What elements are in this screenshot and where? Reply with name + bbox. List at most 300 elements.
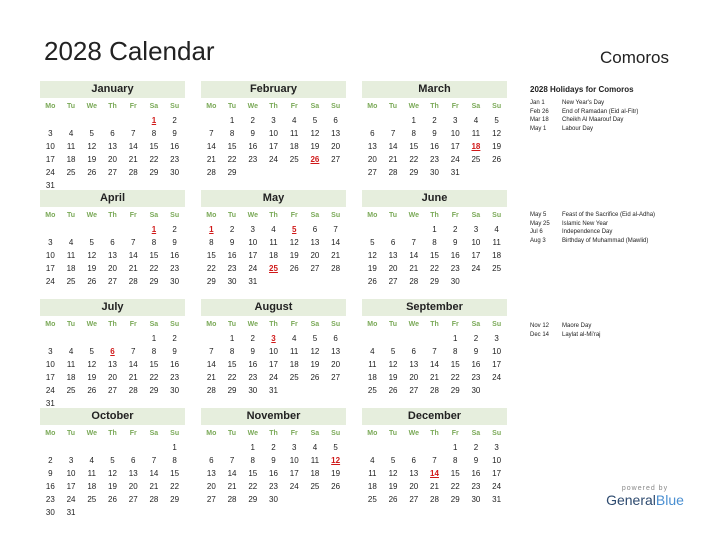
day-cell: 26 xyxy=(492,155,502,164)
day-cell: 21 xyxy=(430,482,439,491)
day-cell: 31 xyxy=(45,399,55,408)
day-cell: 30 xyxy=(248,386,258,395)
day-grid xyxy=(40,114,185,192)
day-cell: 21 xyxy=(206,373,216,382)
day-cell: 26 xyxy=(388,495,398,504)
weekday-header xyxy=(362,209,507,222)
day-cell: 23 xyxy=(450,264,460,273)
day-cell: 16 xyxy=(248,142,258,151)
day-cell: 1 xyxy=(151,334,157,343)
day-cell: 2 xyxy=(172,225,177,234)
day-cell: 31 xyxy=(66,508,76,517)
weekday-label: Sa xyxy=(471,321,481,328)
brand-name xyxy=(589,492,701,508)
weekday-label: Fr xyxy=(129,103,137,110)
day-cell: 28 xyxy=(149,495,159,504)
day-grid xyxy=(201,332,346,397)
day-cell: 15 xyxy=(149,142,159,151)
weekday-label: Fr xyxy=(129,321,137,328)
day-cell: 5 xyxy=(312,116,318,125)
day-cell: 24 xyxy=(269,155,278,164)
day-cell: 11 xyxy=(368,469,377,478)
day-cell: 30 xyxy=(170,168,180,177)
month-october xyxy=(40,408,185,519)
holiday-name: End of Ramadan (Eid al-Fitr) xyxy=(562,108,639,115)
month-may xyxy=(201,190,346,288)
day-cell: 28 xyxy=(430,386,439,395)
month-june xyxy=(362,190,507,288)
day-cell: 31 xyxy=(45,181,55,190)
day-cell: 4 xyxy=(291,334,297,343)
holiday-date: May 5 xyxy=(530,212,547,218)
holiday-row xyxy=(530,220,700,229)
holiday-name: Maore Day xyxy=(562,323,592,329)
empty-cell xyxy=(362,114,383,127)
day-cell: 19 xyxy=(289,251,299,260)
day-cell: 23 xyxy=(45,495,55,504)
day-cell: 28 xyxy=(430,495,439,504)
holiday-day: 3 xyxy=(271,334,276,343)
day-cell: 11 xyxy=(368,360,377,369)
weekday-label: We xyxy=(86,212,97,219)
day-cell: 28 xyxy=(409,277,419,286)
holiday-name: Birthday of Muhammad (Mawlid) xyxy=(562,237,649,244)
day-cell: 30 xyxy=(269,495,278,504)
day-cell: 5 xyxy=(494,116,499,125)
day-cell: 12 xyxy=(108,469,117,478)
day-cell: 11 xyxy=(87,469,96,478)
weekday-label: Fr xyxy=(290,212,298,219)
weekday-label: Th xyxy=(430,430,439,437)
day-cell: 16 xyxy=(170,251,180,260)
day-cell: 14 xyxy=(128,360,138,369)
day-cell: 14 xyxy=(409,251,419,260)
day-cell: 28 xyxy=(128,277,138,286)
weekday-label: Th xyxy=(430,103,439,110)
holiday-day: 12 xyxy=(331,456,341,465)
weekday-label: Fr xyxy=(451,430,459,437)
day-cell: 2 xyxy=(250,116,255,125)
day-cell: 15 xyxy=(409,142,419,151)
day-cell: 29 xyxy=(227,386,237,395)
day-cell: 5 xyxy=(390,347,396,356)
day-cell: 25 xyxy=(367,386,377,395)
day-grid xyxy=(201,114,346,179)
empty-cell xyxy=(102,441,123,454)
holiday-date: May 25 xyxy=(530,220,550,227)
day-cell: 7 xyxy=(432,456,437,465)
day-cell: 6 xyxy=(411,456,416,465)
holiday-name: Feast of the Sacrifice (Eid al-Adha) xyxy=(562,212,656,218)
empty-cell xyxy=(81,332,102,345)
day-cell: 25 xyxy=(492,264,502,273)
month-april xyxy=(40,190,185,288)
month-january xyxy=(40,81,185,192)
day-cell: 20 xyxy=(409,373,419,382)
day-cell: 9 xyxy=(172,238,177,247)
day-cell: 15 xyxy=(227,142,237,151)
day-cell: 24 xyxy=(66,495,76,504)
day-cell: 28 xyxy=(206,168,216,177)
day-cell: 21 xyxy=(128,264,138,273)
day-cell: 18 xyxy=(289,142,299,151)
day-cell: 23 xyxy=(170,264,180,273)
weekday-label: Su xyxy=(331,430,341,437)
weekday-label: Mo xyxy=(367,103,378,110)
day-cell: 10 xyxy=(45,142,55,151)
day-cell: 24 xyxy=(45,168,55,177)
day-cell: 21 xyxy=(388,155,398,164)
empty-cell xyxy=(362,332,383,345)
month-title: October xyxy=(40,408,185,425)
day-cell: 1 xyxy=(452,334,458,343)
day-cell: 11 xyxy=(66,360,76,369)
weekday-label: Mo xyxy=(45,321,56,328)
day-cell: 26 xyxy=(310,373,320,382)
day-cell: 9 xyxy=(473,347,479,356)
day-cell: 4 xyxy=(68,129,74,138)
day-cell: 5 xyxy=(333,443,338,452)
holiday-date: Aug 3 xyxy=(530,237,546,244)
holiday-row xyxy=(530,108,700,117)
day-cell: 4 xyxy=(271,225,276,234)
day-cell: 8 xyxy=(250,456,255,465)
weekday-label: Tu xyxy=(228,430,237,437)
day-cell: 19 xyxy=(310,142,320,151)
empty-cell xyxy=(424,332,445,345)
weekday-label: Mo xyxy=(367,212,378,219)
day-cell: 17 xyxy=(45,264,55,273)
month-august xyxy=(201,299,346,397)
day-cell: 8 xyxy=(172,456,177,465)
month-title: August xyxy=(201,299,346,316)
empty-cell xyxy=(61,223,82,236)
month-title: February xyxy=(201,81,346,98)
weekday-label: Tu xyxy=(67,430,76,437)
weekday-label: Th xyxy=(269,321,278,328)
empty-cell xyxy=(81,441,102,454)
empty-cell xyxy=(144,441,165,454)
day-cell: 28 xyxy=(206,386,216,395)
month-title: January xyxy=(40,81,185,98)
day-cell: 8 xyxy=(151,129,157,138)
day-cell: 26 xyxy=(388,386,398,395)
day-cell: 6 xyxy=(110,129,115,138)
day-cell: 25 xyxy=(289,155,299,164)
holiday-row xyxy=(530,211,700,220)
day-cell: 19 xyxy=(87,373,97,382)
day-cell: 7 xyxy=(209,129,214,138)
day-cell: 15 xyxy=(450,469,460,478)
holiday-name: New Year's Day xyxy=(562,100,605,106)
day-cell: 24 xyxy=(45,277,55,286)
day-cell: 23 xyxy=(170,373,180,382)
day-cell: 21 xyxy=(128,155,138,164)
weekday-label: Fr xyxy=(129,212,137,219)
day-cell: 20 xyxy=(108,264,117,273)
day-cell: 20 xyxy=(108,373,117,382)
day-cell: 26 xyxy=(87,386,97,395)
holiday-row xyxy=(530,116,700,125)
day-cell: 25 xyxy=(367,495,377,504)
day-cell: 12 xyxy=(289,238,299,247)
day-cell: 18 xyxy=(289,360,299,369)
weekday-label: Sa xyxy=(310,212,320,219)
day-cell: 23 xyxy=(227,264,237,273)
day-cell: 6 xyxy=(333,116,338,125)
day-cell: 8 xyxy=(229,347,235,356)
weekday-header xyxy=(40,427,185,440)
day-cell: 3 xyxy=(68,456,74,465)
weekday-header xyxy=(40,209,185,222)
day-grid xyxy=(362,223,507,288)
day-cell: 22 xyxy=(170,482,180,491)
day-cell: 10 xyxy=(269,129,278,138)
empty-cell xyxy=(403,332,424,345)
day-cell: 14 xyxy=(128,142,138,151)
weekday-header xyxy=(201,318,346,331)
day-cell: 17 xyxy=(248,251,258,260)
day-cell: 25 xyxy=(310,482,320,491)
day-cell: 17 xyxy=(66,482,76,491)
day-cell: 13 xyxy=(409,469,419,478)
month-july xyxy=(40,299,185,410)
day-cell: 13 xyxy=(128,469,138,478)
day-cell: 10 xyxy=(269,347,278,356)
month-title: July xyxy=(40,299,185,316)
weekday-label: Mo xyxy=(206,321,217,328)
day-cell: 14 xyxy=(331,238,341,247)
weekday-header xyxy=(201,427,346,440)
day-grid xyxy=(362,441,507,506)
day-cell: 2 xyxy=(250,334,255,343)
day-cell: 27 xyxy=(108,277,117,286)
weekday-label: We xyxy=(86,321,97,328)
day-cell: 4 xyxy=(494,225,499,234)
day-cell: 11 xyxy=(269,238,278,247)
month-title: May xyxy=(201,190,346,207)
day-cell: 27 xyxy=(108,168,117,177)
brand-name-part2: Blue xyxy=(655,492,684,508)
empty-cell xyxy=(201,441,222,454)
day-cell: 12 xyxy=(388,469,398,478)
day-cell: 7 xyxy=(390,129,396,138)
day-cell: 25 xyxy=(66,277,76,286)
day-cell: 1 xyxy=(229,334,235,343)
day-cell: 10 xyxy=(471,238,481,247)
weekday-label: Sa xyxy=(310,321,320,328)
empty-cell xyxy=(383,114,404,127)
day-cell: 14 xyxy=(149,469,159,478)
day-cell: 10 xyxy=(492,456,502,465)
day-cell: 16 xyxy=(471,360,481,369)
day-cell: 10 xyxy=(66,469,76,478)
holiday-date: Dec 14 xyxy=(530,331,550,338)
day-cell: 22 xyxy=(450,373,460,382)
day-cell: 27 xyxy=(310,264,320,273)
day-cell: 11 xyxy=(66,142,76,151)
day-cell: 13 xyxy=(367,142,377,151)
day-cell: 19 xyxy=(331,469,341,478)
weekday-label: Mo xyxy=(367,430,378,437)
day-cell: 25 xyxy=(66,168,76,177)
day-grid xyxy=(362,114,507,179)
day-cell: 29 xyxy=(206,277,216,286)
brand-logo xyxy=(589,485,701,508)
day-cell: 14 xyxy=(388,142,398,151)
weekday-label: Su xyxy=(492,321,502,328)
empty-cell xyxy=(102,332,123,345)
day-cell: 6 xyxy=(110,238,115,247)
day-cell: 12 xyxy=(367,251,377,260)
day-cell: 23 xyxy=(430,155,439,164)
day-cell: 20 xyxy=(206,482,216,491)
day-cell: 27 xyxy=(331,373,341,382)
day-cell: 27 xyxy=(128,495,138,504)
day-cell: 11 xyxy=(310,456,320,465)
weekday-label: We xyxy=(247,430,258,437)
day-cell: 27 xyxy=(331,155,341,164)
day-cell: 1 xyxy=(172,443,177,452)
holiday-day: 6 xyxy=(110,347,115,356)
day-cell: 4 xyxy=(312,443,318,452)
weekday-label: We xyxy=(86,103,97,110)
holiday-group xyxy=(530,99,700,133)
day-cell: 9 xyxy=(250,347,255,356)
day-cell: 17 xyxy=(471,251,481,260)
country-name: Comoros xyxy=(600,48,669,67)
day-cell: 15 xyxy=(248,469,258,478)
weekday-label: Tu xyxy=(228,212,237,219)
day-cell: 9 xyxy=(250,129,255,138)
day-cell: 9 xyxy=(229,238,235,247)
weekday-label: Fr xyxy=(451,103,459,110)
day-cell: 11 xyxy=(471,129,481,138)
weekday-label: Th xyxy=(430,212,439,219)
day-cell: 12 xyxy=(492,129,502,138)
day-cell: 21 xyxy=(149,482,159,491)
weekday-label: We xyxy=(408,212,419,219)
weekday-label: Mo xyxy=(206,212,217,219)
day-cell: 6 xyxy=(411,347,416,356)
weekday-label: Tu xyxy=(389,321,398,328)
day-cell: 22 xyxy=(409,155,419,164)
weekday-label: Tu xyxy=(228,321,237,328)
weekday-header xyxy=(40,100,185,113)
empty-cell xyxy=(123,223,144,236)
day-cell: 21 xyxy=(409,264,419,273)
empty-cell xyxy=(61,114,82,127)
day-cell: 31 xyxy=(248,277,258,286)
day-cell: 21 xyxy=(128,373,138,382)
day-cell: 20 xyxy=(388,264,398,273)
day-cell: 13 xyxy=(108,142,117,151)
day-cell: 1 xyxy=(452,443,458,452)
weekday-label: We xyxy=(247,321,258,328)
day-cell: 13 xyxy=(310,238,320,247)
day-cell: 1 xyxy=(250,443,255,452)
day-cell: 8 xyxy=(151,238,157,247)
day-cell: 14 xyxy=(206,142,216,151)
day-cell: 22 xyxy=(149,373,159,382)
weekday-label: Tu xyxy=(67,103,76,110)
holiday-day: 1 xyxy=(151,225,157,234)
day-cell: 26 xyxy=(367,277,377,286)
day-cell: 3 xyxy=(271,116,276,125)
day-cell: 18 xyxy=(66,264,76,273)
day-cell: 7 xyxy=(209,347,214,356)
empty-cell xyxy=(40,441,61,454)
day-cell: 12 xyxy=(87,360,97,369)
day-cell: 28 xyxy=(331,264,341,273)
weekday-label: Th xyxy=(430,321,439,328)
day-cell: 24 xyxy=(289,482,299,491)
month-title: December xyxy=(362,408,507,425)
empty-cell xyxy=(201,332,222,345)
day-cell: 24 xyxy=(269,373,278,382)
empty-cell xyxy=(81,223,102,236)
day-cell: 23 xyxy=(269,482,278,491)
day-cell: 13 xyxy=(331,129,341,138)
month-march xyxy=(362,81,507,179)
day-cell: 3 xyxy=(494,443,499,452)
day-cell: 24 xyxy=(45,386,55,395)
holiday-name: Independence Day xyxy=(562,229,613,235)
day-cell: 26 xyxy=(108,495,117,504)
holiday-row xyxy=(530,125,700,134)
day-cell: 30 xyxy=(471,386,481,395)
weekday-label: Fr xyxy=(129,430,137,437)
day-cell: 22 xyxy=(430,264,439,273)
day-cell: 8 xyxy=(452,347,458,356)
day-cell: 3 xyxy=(452,116,458,125)
weekday-header xyxy=(40,318,185,331)
day-cell: 10 xyxy=(289,456,299,465)
empty-cell xyxy=(222,441,243,454)
day-cell: 6 xyxy=(209,456,214,465)
day-cell: 7 xyxy=(432,347,437,356)
day-cell: 11 xyxy=(492,238,501,247)
day-cell: 12 xyxy=(310,129,320,138)
weekday-label: Sa xyxy=(149,212,159,219)
day-cell: 3 xyxy=(494,334,499,343)
day-cell: 7 xyxy=(333,225,338,234)
day-cell: 22 xyxy=(450,482,460,491)
day-cell: 18 xyxy=(66,155,76,164)
month-december xyxy=(362,408,507,506)
month-title: September xyxy=(362,299,507,316)
day-cell: 10 xyxy=(492,347,502,356)
day-cell: 7 xyxy=(130,129,136,138)
day-cell: 24 xyxy=(492,482,502,491)
day-cell: 7 xyxy=(130,238,136,247)
day-cell: 10 xyxy=(248,238,258,247)
day-cell: 30 xyxy=(170,386,180,395)
day-cell: 8 xyxy=(151,347,157,356)
day-cell: 2 xyxy=(452,225,458,234)
weekday-label: We xyxy=(247,103,258,110)
empty-cell xyxy=(40,332,61,345)
day-cell: 12 xyxy=(310,347,320,356)
empty-cell xyxy=(40,114,61,127)
day-cell: 2 xyxy=(48,456,53,465)
day-cell: 4 xyxy=(370,347,375,356)
day-cell: 21 xyxy=(331,251,341,260)
empty-cell xyxy=(201,114,222,127)
holiday-group xyxy=(530,211,700,245)
holiday-name: Cheikh Al Maarouf Day xyxy=(562,117,624,123)
weekday-label: Fr xyxy=(290,103,298,110)
